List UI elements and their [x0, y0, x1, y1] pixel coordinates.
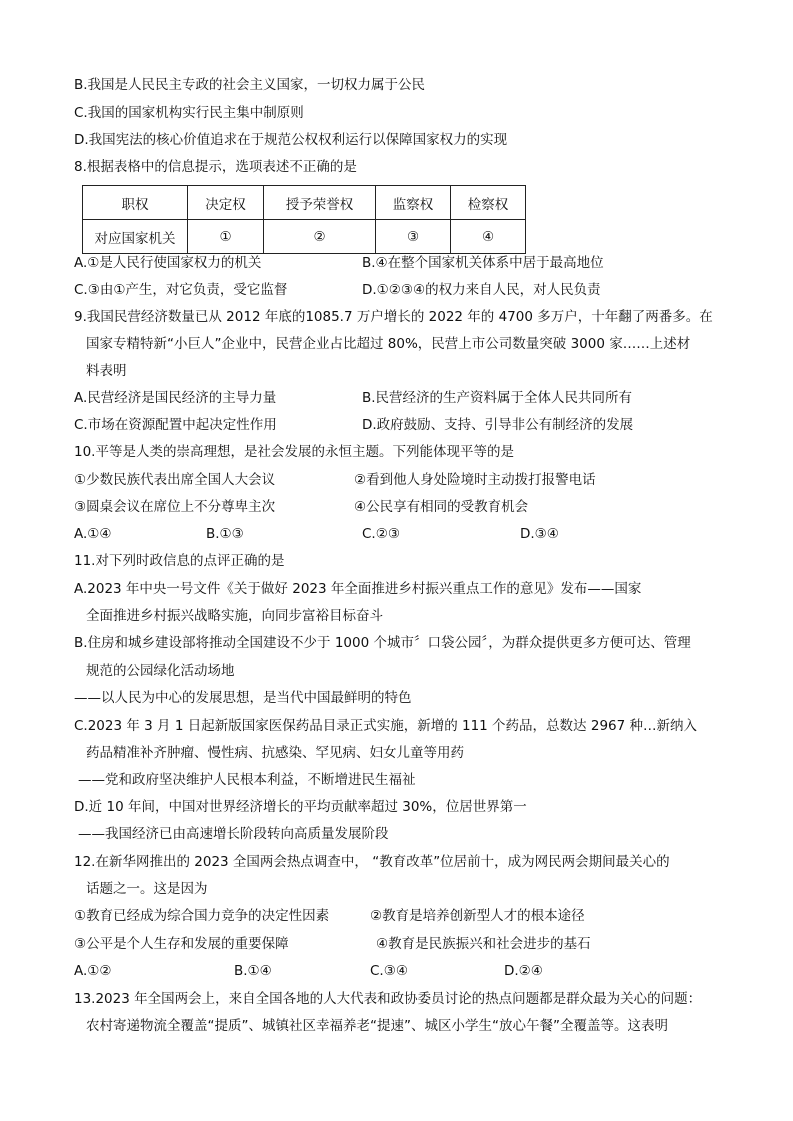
q8-table	[82, 185, 526, 254]
q10-option-c: C.②③	[362, 526, 400, 542]
q9-option-b: B.民营经济的生产资料属于全体人民共同所有	[362, 390, 633, 406]
q8-stem: 8.根据表格中的信息提示，选项表述不正确的是	[74, 159, 357, 175]
q9-option-c: C.市场在资源配置中起决定性作用	[74, 417, 277, 433]
q8-option-b: B.④在整个国家机关体系中居于最高地位	[362, 255, 604, 271]
q11-option-d-line2: ——我国经济已由高速增长阶段转向高质量发展阶段	[78, 826, 389, 842]
q12-statement-3: ③公平是个人生存和发展的重要保障	[74, 936, 289, 952]
q10-statement-1: ①少数民族代表出席全国人大会议	[74, 472, 276, 488]
q11-option-d-line1: D.近 10 年间，中国对世界经济增长的平均贡献率超过 30%，位居世界第一	[74, 799, 527, 815]
q11-option-a-line1: A.2023 年中央一号文件《关于做好 2023 年全面推进乡村振兴重点工作的意见》发布——国家	[74, 581, 642, 597]
table-header-cell: 决定权	[188, 186, 264, 220]
table-cell: ②	[264, 220, 376, 254]
q11-option-a-line2: 全面推进乡村振兴战略实施，向同步富裕目标奋斗	[86, 608, 383, 624]
q12-statement-2: ②教育是培养创新型人才的根本途径	[370, 908, 585, 924]
q7-option-c: C.我国的国家机构实行民主集中制原则	[74, 105, 304, 121]
q10-option-a: A.①④	[74, 526, 112, 542]
q12-option-a: A.①②	[74, 963, 112, 979]
q12-statement-1: ①教育已经成为综合国力竞争的决定性因素	[74, 908, 330, 924]
q11-option-b-line3: ——以人民为中心的发展思想，是当代中国最鲜明的特色	[74, 690, 412, 706]
table-header-cell: 监察权	[376, 186, 451, 220]
q12-stem-line1: 12.在新华网推出的 2023 全国两会热点调查中， “教育改革”位居前十，成为网民两会期间最关心的	[74, 854, 670, 870]
table-header-row	[83, 186, 526, 220]
q12-option-d: D.②④	[504, 963, 543, 979]
q10-option-b: B.①③	[206, 526, 244, 542]
q7-option-b: B.我国是人民民主专政的社会主义国家，一切权力属于公民	[74, 77, 426, 93]
q8-option-a: A.①是人民行使国家权力的机关	[74, 255, 262, 271]
q9-stem-line2: 国家专精特新“小巨人”企业中，民营企业占比超过 80%，民营上市公司数量突破 3000 家……上述材	[86, 336, 691, 352]
q13-stem-line2: 农村寄递物流全覆盖“提质”、城镇社区幸福养老“提速”、城区小学生“放心午餐”全覆盖等。这表明	[86, 1018, 668, 1034]
q9-stem-line1: 9.我国民营经济数量已从 2012 年底的1085.7 万户增长的 2022 年的 4700 多万户，十年翻了两番多。在	[74, 309, 713, 325]
table-cell: ③	[376, 220, 451, 254]
q10-option-d: D.③④	[520, 526, 559, 542]
q9-option-a: A.民营经济是国民经济的主导力量	[74, 390, 277, 406]
q11-option-b-line2: 规范的公园绿化活动场地	[86, 663, 235, 679]
q8-option-d: D.①②③④的权力来自人民，对人民负责	[362, 282, 601, 298]
q11-stem: 11.对下列时政信息的点评正确的是	[74, 553, 285, 569]
q9-stem-line3: 料表明	[86, 363, 127, 379]
q12-stem-line2: 话题之一。这是因为	[86, 881, 208, 897]
q7-option-d: D.我国宪法的核心价值追求在于规范公权权利运行以保障国家权力的实现	[74, 132, 508, 148]
q11-option-c-line2: 药品精准补齐肿瘤、慢性病、抗感染、罕见病、妇女儿童等用药	[86, 745, 464, 761]
q8-option-c: C.③由①产生，对它负责，受它监督	[74, 282, 288, 298]
table-cell: ④	[451, 220, 526, 254]
table-cell: 对应国家机关	[83, 220, 188, 254]
q10-statement-3: ③圆桌会议在席位上不分尊卑主次	[74, 499, 276, 515]
q12-option-c: C.③④	[370, 963, 408, 979]
q11-option-b-line1: B.住房和城乡建设部将推动全国建设不少于 1000 个城市〞口袋公园〞，为群众提供更多方便可达、管理	[74, 635, 691, 651]
q9-option-d: D.政府鼓励、支持、引导非公有制经济的发展	[362, 417, 634, 433]
q10-statement-4: ④公民享有相同的受教育机会	[354, 499, 529, 515]
q11-option-c-line3: ——党和政府坚决维护人民根本利益，不断增进民生福祉	[78, 772, 416, 788]
q11-option-c-line1: C.2023 年 3 月 1 日起新版国家医保药品目录正式实施，新增的 111 个药品，总数达 2967 种…新纳入	[74, 718, 697, 734]
table-cell: ①	[188, 220, 264, 254]
table-header-cell: 职权	[83, 186, 188, 220]
q10-stem: 10.平等是人类的崇高理想，是社会发展的永恒主题。下列能体现平等的是	[74, 444, 514, 460]
q12-option-b: B.①④	[234, 963, 272, 979]
table-row	[83, 220, 526, 254]
table-header-cell: 检察权	[451, 186, 526, 220]
q12-statement-4: ④教育是民族振兴和社会进步的基石	[376, 936, 591, 952]
q10-statement-2: ②看到他人身处险境时主动拨打报警电话	[354, 472, 596, 488]
table-header-cell: 授予荣誉权	[264, 186, 376, 220]
q13-stem-line1: 13.2023 年全国两会上，来自全国各地的人大代表和政协委员讨论的热点问题都是群众最为关心的问题：	[74, 991, 702, 1007]
